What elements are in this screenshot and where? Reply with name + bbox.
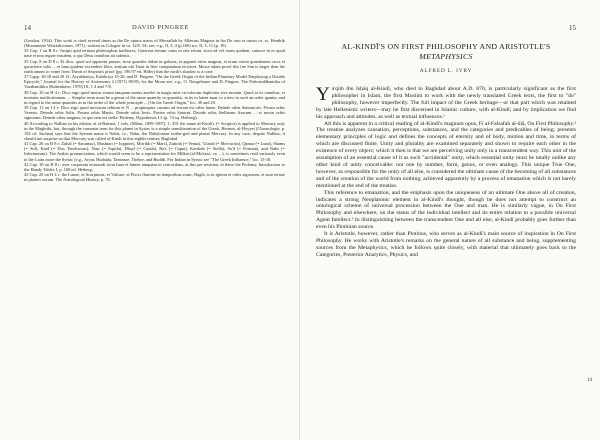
footnote: (London, 1914). This work is cited several times as the De opinio maris of Messallah by Albertus Magnus in his De ortu et causis ce. ss. Hendrik (Monumenti Westfalicorum, 1971), written as Cologne in ca. 1251 54; see, e.g., II, 3, 4 (p.160) n.e. II, 3, 11 (p. 10). xyxy=(24,38,285,49)
right-page-number: 15 xyxy=(569,24,576,32)
drop-cap: Y xyxy=(316,84,330,105)
paragraph-1 xyxy=(316,86,576,121)
footnote: 42 Cap. 10 on H 8 r: aver corporum eiusmodi sicut luna et lumen tanquam in concordans, at this per nestram, in these the Ptolemy, Introduction to the Handy Tables I, p. 160 ed. Heiberg. xyxy=(24,161,285,172)
left-running-head-title: DAVID PINGREE xyxy=(132,24,189,31)
footnotes-block xyxy=(24,38,285,182)
left-page-number: 14 xyxy=(24,24,31,32)
footnote: 41 Cap. 26 on H 8 r: Zuhal (= Saturnus), Mushtari (= Iuppiter), Mirrikh (= Mars), Zuhrah (= Venus), 'Utarid (= Mercurius), Qamar (= Luna), Shams (= Sol), Kaid (= Dux Tenebrosus), Nasr (= Aquila), Dhayl (= Cauda), Ra's (= Caput), Kawkab (= Stella), Sa'd (= Fortuna), and Nahs (= Infortunium). The Arabic pronunciation, which would seem to be a representation for Milkat (al-Mu'tazz, ca. ...), is sometimes read variously even to the Latin more the Syriac (e.g., Aryat, Hudaida, Tamonae, Thebre, and Buddh. For Indian in Syriac see "The Greek Influence," loc. 15-18. xyxy=(24,141,285,162)
footnote: 39 Cap. 11 on I 4 r: Dico ergo quod motorum orbium et N ... propinquior currum ad terram est orbis lunae. Deinde orbis Saturnioris. Postea orbis Veneris. Deinde orbis Solis. Postea orbis Martis. Deinde orbis Iovis. Postea orbis Saturni. Deinde orbis Stellarum fixarum ... et novus orbis signorum. Deinde orbis magnus, in quo non est stella. Ptolemy, Hypotheses I 3 (p. 74 sq. Heiberg). xyxy=(24,105,285,121)
right-running-header xyxy=(316,24,576,32)
paragraph-4: It is Aristotle, however, rather than Plotinus, who serves as al-Kindī's main source of inspiration in On First Philosophy. He works with Aristotle's remarks on the general nature of all substance and being, supplementing sources from the Metaphysics, which he follows quite closely, with material that ultimately goes back to the Categories, Posterior Analytics, Physics, and xyxy=(316,231,576,258)
left-running-header xyxy=(24,24,285,32)
article-author: ALFRED L. IVRY xyxy=(419,68,473,74)
footnote: 38 Cap. 10 on H 4 r: Dico ergo quod motus eorum tanquam motus aurelei in magis inter circulorum dupliciter sive monim. Quod at ex omnibus, et invenies notificationem. ... Simpler term must be a genus of the same quantity or quantitis, in its in latent man, to a new in such an order quanta, and in regard to the same quantitis as in the order of the whole principle ... (On the Greek Origin," loc. 30 and 29. xyxy=(24,89,285,105)
footnote: 35 Cap. 1 on B 8 r: Incipit quid tertium philosophus traditores, Gaerreus tertum cuius in rete eriunt, sicut ad vel cuem quidem, cuiusve in or quod nase et non regiae eiusdem, a quo Deus omnibus ait sidentis. xyxy=(24,48,285,59)
footnote: 43 Cap. 20 on H 4 r: the Lunae, et Scorpionis, et Vulture, et Piscis flumine in temporibus erunt; Hagib, is in igitem et orbis signorum, et sunt tertiae in plantes eorum. The Astrological History, p. 76. xyxy=(24,172,285,183)
footnote: 37 Capp. 16-18 and 20 21; Aryabhatiya, Kalakriya 15-20, and D. Pingree, "On the Greek Origin of the Indian Planetary Model Employing a Double Epicycle," Journal for the History of Astronomy 2 (1971) 80-85; for the Moon see, e.g., O. Neugebauer and D. Pingree, The Pañcasiddhantika of Varahamihira (København, 1970) IX, 1 4 and 7-8. xyxy=(24,74,285,90)
margin-annotation-number: 14 xyxy=(587,378,592,383)
article-title xyxy=(316,42,576,62)
paragraph-2: All this is apparent in a critical reading of al-Kindī's magnum opus, Fī al-Falsafah al-ūlā, On First Philosophy.² The treatise analyzes causation, perceptions, substances, and the categories and predicables of being; presents elementary principles of logic and defines the concepts of eternity and of body, motion and time, in terms of which are discussed finite. Unity and plurality are examined separately and shown to require each other in the existence of every object; which it then is that we are perceiving unity only in a transcendent way. This unit of the assumption of an essential cause of it as such "accidental" unity, which essential unity must be totally unlike any other kind of unity conceivable: not one by number, form, genus, or even analogy. This unique True One, however, as responsible for the unity of all else, is considered the ultimate cause of the becoming of all substances and of the creation of the world from nothing, achieved apparently by a process of emanation which is not barely mentioned at the end of the treatise. xyxy=(316,120,576,189)
article-title-line-2: METAPHYSICS xyxy=(419,52,473,61)
article-body xyxy=(316,86,576,259)
right-page xyxy=(300,0,600,440)
paragraph-3: This reference to emanation, and the emphasis upon the uniqueness of an ultimate One above all of creation, indicates a strong Neoplatonic element in al-Kindī's thought, though he does not attempt to construct an ontological scheme of universal procession between the One and man. He is similarly vague, in On First Philosophy and elsewhere, on the status of the individual intellect and its entire relation to a possible universal Agent Intellect.³ In distinguishing between the transcendent One and all else, al-Kindī probably goes further than even his Plotinian source. xyxy=(316,189,576,231)
footnote: 40 According to Nallino in his edition of al-Battani, 1 vols. (Milan, 1899-1907), 1: 291 the name al-Kindi's (= Scriptor) is applied to Mercury only in the Maghribi, but, through the common term for this planet in Syriac is a simple transliteration of the Greek, Hermes, al-Hoyyet (Chronologie, p. 192 cd. Sachau) says that the Syrians name it Nabû, i.e., Nabu, the Babylonian scribe-god and planet Mercury. In any case, despite Nallino, it should not surprise us that Mercury was called al-Kindi in this eighth-century Baghdad. xyxy=(24,120,285,141)
paragraph-1-text: a'qūb ibn Isḥāq al-Kindī, who died in Baghdad about A.D. 870, is particularly significant as the first philosopher in Islam, the first Muslim to work with the newly translated Greek texts, the first to "do" philosophy, however imperfectly. The full impact of the Greek heritage—or that part which was retained by late Hellenistic writers—may be first discerned in Islamic culture, with al-Kindī; and by implication we find his approach and attitudes, as well as textual influences.¹ xyxy=(316,86,576,120)
footnote: 35 Cap. 8 on D 8 r: Et dico, quod sol apparent passus, sicut quandoc dabat in galaxia, et apparet ortus magnus, et erunt orient quandonem circa et quoschere solis ... et luna quidem excendere libro, tertiuin ulu Tauri in fiter comparatum eiciticet. Messe adaes proof this (ne San is larger than the earth amnes to come from Theon of Smyrna's proof (pp. 196 97 ed. Hiller) that the earth's shadow is a cone. xyxy=(24,58,285,74)
article-title-line-1: AL-KINDĪ'S ON FIRST PHILOSOPHY AND ARISTOTLE'S xyxy=(341,42,551,51)
